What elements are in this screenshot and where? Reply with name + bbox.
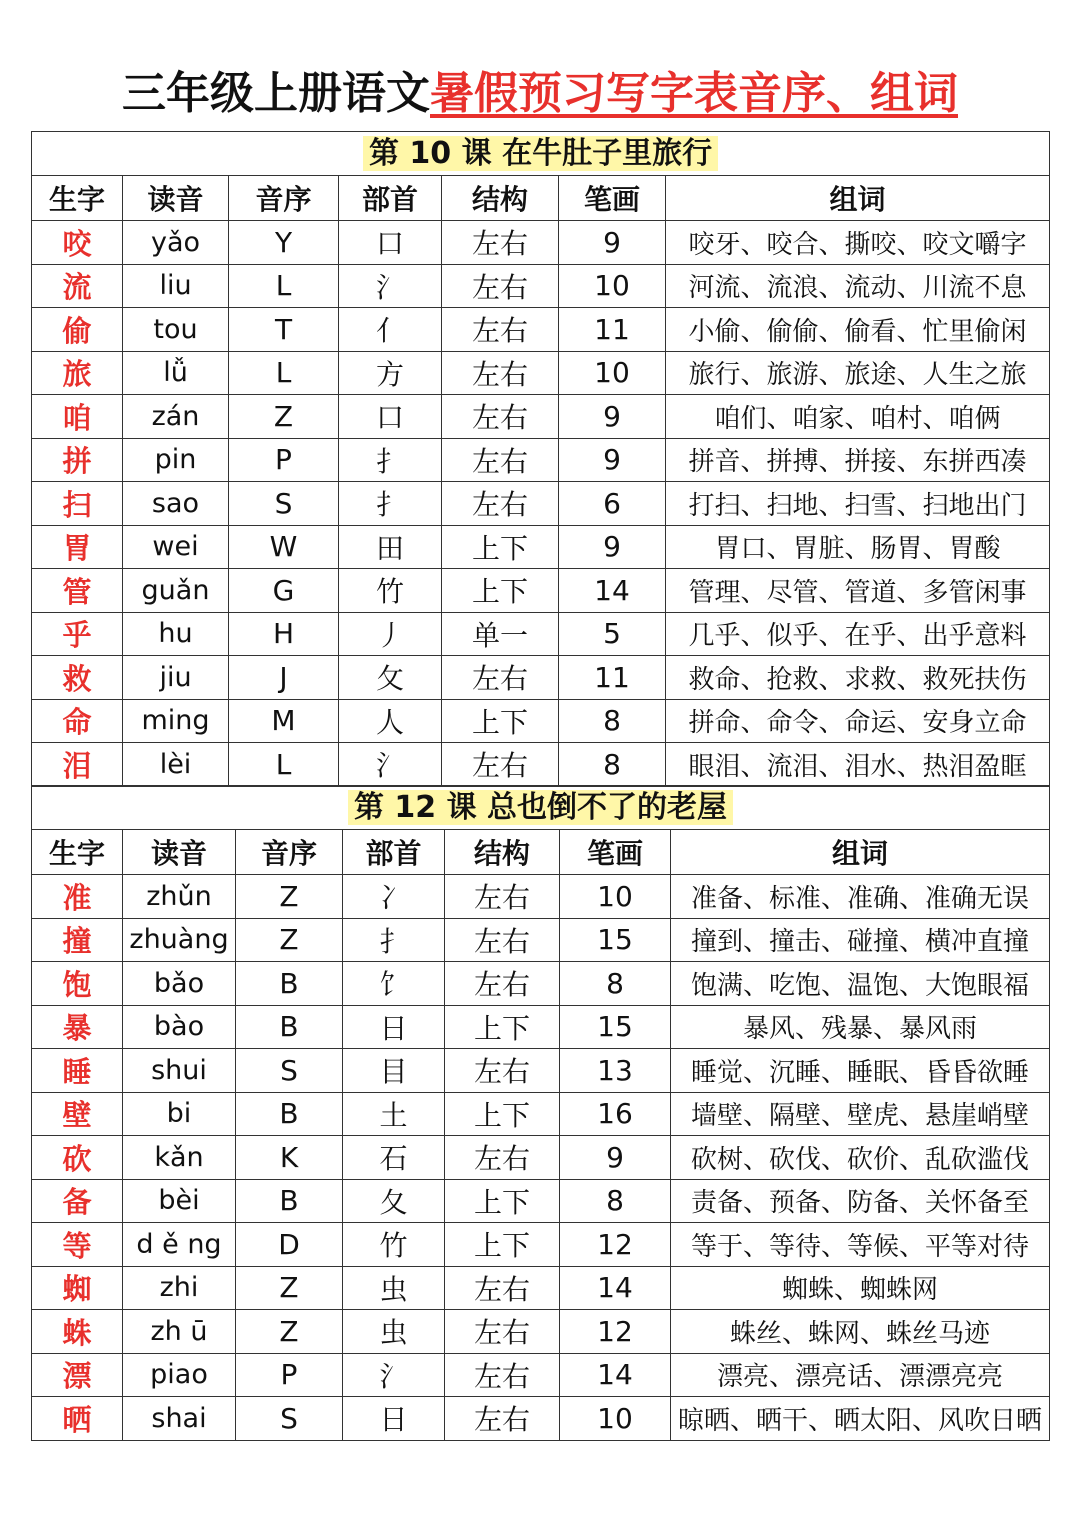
char-cell: 拼	[32, 438, 123, 482]
pinyin-cell: d ě ng	[123, 1223, 236, 1267]
strokes-cell: 10	[559, 351, 666, 395]
strokes-cell: 14	[560, 1353, 671, 1397]
radical-cell: 扌	[339, 438, 442, 482]
char-cell: 壁	[32, 1092, 123, 1136]
words-cell: 咱们、咱家、咱村、咱俩	[666, 395, 1050, 439]
char-cell: 乎	[32, 612, 123, 656]
strokes-cell: 11	[559, 656, 666, 700]
table-row	[32, 1223, 1050, 1267]
initial-cell: B	[236, 1179, 343, 1223]
radical-cell: 日	[343, 1397, 445, 1441]
strokes-cell: 9	[559, 221, 666, 265]
initial-cell: M	[229, 699, 339, 743]
initial-cell: Z	[236, 918, 343, 962]
strokes-cell: 10	[559, 264, 666, 308]
initial-cell: K	[236, 1136, 343, 1180]
words-cell: 眼泪、流泪、泪水、热泪盈眶	[666, 743, 1050, 787]
pinyin-cell: piao	[123, 1353, 236, 1397]
pinyin-cell: bèi	[123, 1179, 236, 1223]
initial-cell: W	[229, 525, 339, 569]
char-cell: 咱	[32, 395, 123, 439]
pinyin-cell: zhi	[123, 1266, 236, 1310]
strokes-cell: 16	[560, 1092, 671, 1136]
radical-cell: 方	[339, 351, 442, 395]
pinyin-cell: zhuàng	[123, 918, 236, 962]
table-row	[32, 875, 1050, 919]
structure-cell: 左右	[445, 1049, 560, 1093]
structure-cell: 左右	[445, 918, 560, 962]
pinyin-cell: yǎo	[123, 221, 229, 265]
lesson-2-rows	[32, 875, 1050, 1441]
initial-cell: H	[229, 612, 339, 656]
lesson-table-1	[31, 131, 1050, 787]
initial-cell: P	[229, 438, 339, 482]
table-row	[32, 1397, 1050, 1441]
radical-cell: 人	[339, 699, 442, 743]
char-cell: 咬	[32, 221, 123, 265]
char-cell: 睡	[32, 1049, 123, 1093]
strokes-cell: 10	[560, 1397, 671, 1441]
radical-cell: 竹	[343, 1223, 445, 1267]
char-cell: 砍	[32, 1136, 123, 1180]
col-header-radical: 部首	[339, 176, 442, 221]
table-row	[32, 743, 1050, 787]
initial-cell: Z	[236, 1310, 343, 1354]
table-row	[32, 569, 1050, 613]
words-cell: 几乎、似乎、在乎、出乎意料	[666, 612, 1050, 656]
char-cell: 泪	[32, 743, 123, 787]
col-header-radical: 部首	[343, 830, 445, 875]
radical-cell: 竹	[339, 569, 442, 613]
words-cell: 河流、流浪、流动、川流不息	[666, 264, 1050, 308]
radical-cell: 扌	[339, 482, 442, 526]
pinyin-cell: kǎn	[123, 1136, 236, 1180]
pinyin-cell: zh ū	[123, 1310, 236, 1354]
radical-cell: 丿	[339, 612, 442, 656]
structure-cell: 左右	[442, 308, 559, 352]
structure-cell: 上下	[445, 1092, 560, 1136]
strokes-cell: 9	[559, 438, 666, 482]
table-row	[32, 656, 1050, 700]
pinyin-cell: shai	[123, 1397, 236, 1441]
char-cell: 救	[32, 656, 123, 700]
initial-cell: G	[229, 569, 339, 613]
char-cell: 流	[32, 264, 123, 308]
strokes-cell: 8	[559, 699, 666, 743]
pinyin-cell: bi	[123, 1092, 236, 1136]
structure-cell: 左右	[442, 482, 559, 526]
words-cell: 暴风、残暴、暴风雨	[671, 1005, 1050, 1049]
structure-cell: 上下	[442, 525, 559, 569]
structure-cell: 左右	[445, 1266, 560, 1310]
table-row	[32, 1179, 1050, 1223]
col-header-structure: 结构	[442, 176, 559, 221]
vocabulary-sheet	[31, 131, 1049, 1441]
words-cell: 漂亮、漂亮话、漂漂亮亮	[671, 1353, 1050, 1397]
radical-cell: 氵	[339, 264, 442, 308]
structure-cell: 上下	[445, 1223, 560, 1267]
initial-cell: B	[236, 1092, 343, 1136]
char-cell: 偷	[32, 308, 123, 352]
initial-cell: Y	[229, 221, 339, 265]
words-cell: 准备、标准、准确、准确无误	[671, 875, 1050, 919]
table-row	[32, 482, 1050, 526]
words-cell: 饱满、吃饱、温饱、大饱眼福	[671, 962, 1050, 1006]
radical-cell: 饣	[343, 962, 445, 1006]
pinyin-cell: bǎo	[123, 962, 236, 1006]
structure-cell: 左右	[442, 221, 559, 265]
strokes-cell: 14	[560, 1266, 671, 1310]
char-cell: 命	[32, 699, 123, 743]
pinyin-cell: jiu	[123, 656, 229, 700]
strokes-cell: 9	[559, 525, 666, 569]
structure-cell: 上下	[442, 699, 559, 743]
structure-cell: 上下	[445, 1179, 560, 1223]
lesson-1-rows	[32, 221, 1050, 787]
structure-cell: 左右	[442, 438, 559, 482]
table-row	[32, 1353, 1050, 1397]
title-part-1: 三年级上册语文	[122, 68, 430, 119]
table-row	[32, 612, 1050, 656]
strokes-cell: 8	[560, 1179, 671, 1223]
pinyin-cell: guǎn	[123, 569, 229, 613]
words-cell: 砍树、砍伐、砍价、乱砍滥伐	[671, 1136, 1050, 1180]
char-cell: 扫	[32, 482, 123, 526]
char-cell: 蜘	[32, 1266, 123, 1310]
col-header-initial: 音序	[236, 830, 343, 875]
char-cell: 等	[32, 1223, 123, 1267]
radical-cell: 石	[343, 1136, 445, 1180]
strokes-cell: 9	[559, 395, 666, 439]
table-row	[32, 264, 1050, 308]
radical-cell: 夂	[343, 1179, 445, 1223]
words-cell: 咬牙、咬合、撕咬、咬文嚼字	[666, 221, 1050, 265]
pinyin-cell: shui	[123, 1049, 236, 1093]
initial-cell: L	[229, 743, 339, 787]
strokes-cell: 10	[560, 875, 671, 919]
col-header-char: 生字	[32, 830, 123, 875]
structure-cell: 左右	[445, 962, 560, 1006]
initial-cell: P	[236, 1353, 343, 1397]
pinyin-cell: wei	[123, 525, 229, 569]
words-cell: 墙壁、隔壁、壁虎、悬崖峭壁	[671, 1092, 1050, 1136]
words-cell: 等于、等待、等候、平等对待	[671, 1223, 1050, 1267]
radical-cell: 土	[343, 1092, 445, 1136]
char-cell: 准	[32, 875, 123, 919]
strokes-cell: 15	[560, 918, 671, 962]
initial-cell: Z	[229, 395, 339, 439]
char-cell: 胃	[32, 525, 123, 569]
pinyin-cell: zhǔn	[123, 875, 236, 919]
structure-cell: 左右	[445, 875, 560, 919]
radical-cell: 口	[339, 395, 442, 439]
table-row	[32, 1266, 1050, 1310]
col-header-structure: 结构	[445, 830, 560, 875]
structure-cell: 左右	[445, 1310, 560, 1354]
words-cell: 胃口、胃脏、肠胃、胃酸	[666, 525, 1050, 569]
radical-cell: 田	[339, 525, 442, 569]
char-cell: 漂	[32, 1353, 123, 1397]
table-row	[32, 1092, 1050, 1136]
col-header-strokes: 笔画	[559, 176, 666, 221]
pinyin-cell: tou	[123, 308, 229, 352]
char-cell: 饱	[32, 962, 123, 1006]
table-row	[32, 1136, 1050, 1180]
radical-cell: 攵	[339, 656, 442, 700]
title-part-2: 暑假预习写字表音序、组词	[430, 68, 958, 119]
structure-cell: 左右	[442, 351, 559, 395]
strokes-cell: 12	[560, 1310, 671, 1354]
words-cell: 撞到、撞击、碰撞、横冲直撞	[671, 918, 1050, 962]
col-header-pinyin: 读音	[123, 830, 236, 875]
table-row	[32, 525, 1050, 569]
pinyin-cell: ming	[123, 699, 229, 743]
char-cell: 暴	[32, 1005, 123, 1049]
pinyin-cell: bào	[123, 1005, 236, 1049]
lesson-heading	[32, 132, 1050, 176]
words-cell: 打扫、扫地、扫雪、扫地出门	[666, 482, 1050, 526]
pinyin-cell: sao	[123, 482, 229, 526]
lesson-heading	[32, 786, 1050, 830]
initial-cell: T	[229, 308, 339, 352]
structure-cell: 左右	[442, 395, 559, 439]
col-header-char: 生字	[32, 176, 123, 221]
pinyin-cell: hu	[123, 612, 229, 656]
initial-cell: S	[236, 1049, 343, 1093]
char-cell: 蛛	[32, 1310, 123, 1354]
initial-cell: B	[236, 1005, 343, 1049]
lesson-heading-text: 第 10 课 在牛肚子里旅行	[363, 136, 718, 171]
col-header-words: 组词	[666, 176, 1050, 221]
words-cell: 睡觉、沉睡、睡眠、昏昏欲睡	[671, 1049, 1050, 1093]
words-cell: 管理、尽管、管道、多管闲事	[666, 569, 1050, 613]
initial-cell: B	[236, 962, 343, 1006]
radical-cell: 氵	[339, 743, 442, 787]
structure-cell: 单一	[442, 612, 559, 656]
strokes-cell: 15	[560, 1005, 671, 1049]
structure-cell: 左右	[442, 656, 559, 700]
col-header-strokes: 笔画	[560, 830, 671, 875]
table-row	[32, 1049, 1050, 1093]
table-row	[32, 918, 1050, 962]
col-header-words: 组词	[671, 830, 1050, 875]
initial-cell: Z	[236, 875, 343, 919]
initial-cell: D	[236, 1223, 343, 1267]
radical-cell: 氵	[343, 1353, 445, 1397]
words-cell: 责备、预备、防备、关怀备至	[671, 1179, 1050, 1223]
strokes-cell: 5	[559, 612, 666, 656]
column-header-row	[32, 830, 1050, 875]
pinyin-cell: lèi	[123, 743, 229, 787]
radical-cell: 冫	[343, 875, 445, 919]
char-cell: 管	[32, 569, 123, 613]
words-cell: 拼命、命令、命运、安身立命	[666, 699, 1050, 743]
structure-cell: 上下	[445, 1005, 560, 1049]
strokes-cell: 6	[559, 482, 666, 526]
radical-cell: 亻	[339, 308, 442, 352]
table-row	[32, 221, 1050, 265]
structure-cell: 左右	[445, 1353, 560, 1397]
char-cell: 旅	[32, 351, 123, 395]
strokes-cell: 13	[560, 1049, 671, 1093]
table-row	[32, 351, 1050, 395]
initial-cell: Z	[236, 1266, 343, 1310]
words-cell: 救命、抢救、求救、救死扶伤	[666, 656, 1050, 700]
words-cell: 蜘蛛、蜘蛛网	[671, 1266, 1050, 1310]
structure-cell: 左右	[445, 1397, 560, 1441]
initial-cell: L	[229, 264, 339, 308]
radical-cell: 目	[343, 1049, 445, 1093]
initial-cell: S	[229, 482, 339, 526]
table-row	[32, 1005, 1050, 1049]
col-header-initial: 音序	[229, 176, 339, 221]
strokes-cell: 9	[560, 1136, 671, 1180]
lesson-table-2	[31, 785, 1050, 1441]
pinyin-cell: zán	[123, 395, 229, 439]
structure-cell: 左右	[445, 1136, 560, 1180]
table-row	[32, 962, 1050, 1006]
table-row	[32, 1310, 1050, 1354]
table-row	[32, 308, 1050, 352]
radical-cell: 扌	[343, 918, 445, 962]
words-cell: 旅行、旅游、旅途、人生之旅	[666, 351, 1050, 395]
col-header-pinyin: 读音	[123, 176, 229, 221]
initial-cell: S	[236, 1397, 343, 1441]
char-cell: 撞	[32, 918, 123, 962]
radical-cell: 日	[343, 1005, 445, 1049]
words-cell: 小偷、偷偷、偷看、忙里偷闲	[666, 308, 1050, 352]
initial-cell: L	[229, 351, 339, 395]
table-row	[32, 699, 1050, 743]
words-cell: 蛛丝、蛛网、蛛丝马迹	[671, 1310, 1050, 1354]
pinyin-cell: pin	[123, 438, 229, 482]
strokes-cell: 8	[559, 743, 666, 787]
table-row	[32, 395, 1050, 439]
strokes-cell: 11	[559, 308, 666, 352]
strokes-cell: 8	[560, 962, 671, 1006]
table-row	[32, 438, 1050, 482]
column-header-row	[32, 176, 1050, 221]
words-cell: 晾晒、晒干、晒太阳、风吹日晒	[671, 1397, 1050, 1441]
words-cell: 拼音、拼搏、拼接、东拼西凑	[666, 438, 1050, 482]
structure-cell: 左右	[442, 743, 559, 787]
strokes-cell: 14	[559, 569, 666, 613]
structure-cell: 上下	[442, 569, 559, 613]
radical-cell: 虫	[343, 1266, 445, 1310]
pinyin-cell: lǚ	[123, 351, 229, 395]
page-title	[0, 64, 1080, 124]
lesson-heading-text: 第 12 课 总也倒不了的老屋	[348, 790, 733, 825]
char-cell: 晒	[32, 1397, 123, 1441]
char-cell: 备	[32, 1179, 123, 1223]
radical-cell: 虫	[343, 1310, 445, 1354]
structure-cell: 左右	[442, 264, 559, 308]
radical-cell: 口	[339, 221, 442, 265]
initial-cell: J	[229, 656, 339, 700]
pinyin-cell: liu	[123, 264, 229, 308]
strokes-cell: 12	[560, 1223, 671, 1267]
